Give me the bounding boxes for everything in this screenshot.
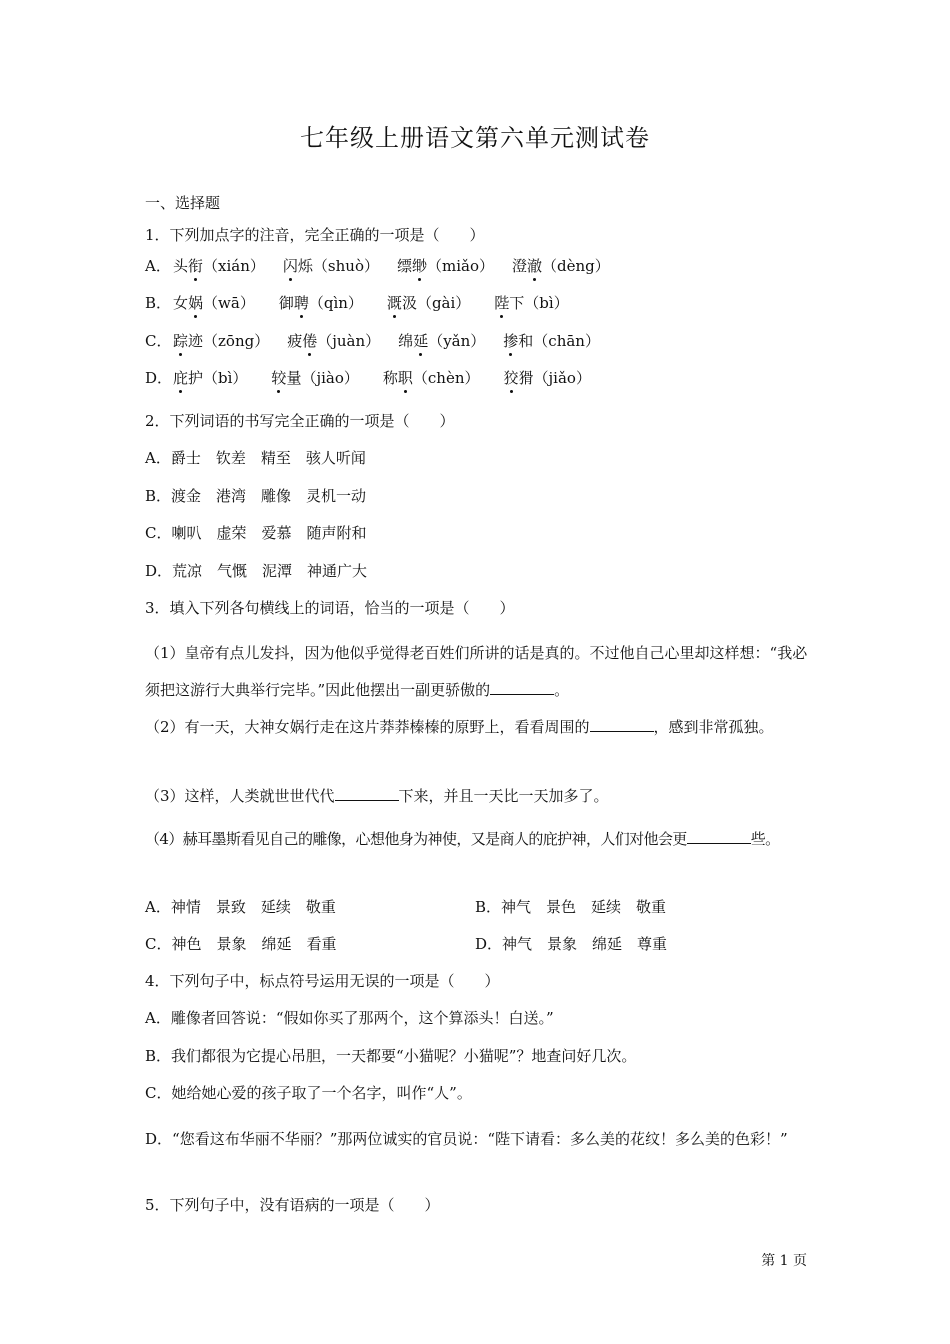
word-prefix: 头 — [173, 257, 189, 275]
word-prefix: 疲 — [287, 332, 303, 350]
dotted-character: 衔 — [188, 257, 204, 275]
sentence-text: （2）有一天，大神女娲行走在这片莽莽榛榛的原野上，看看周围的 — [145, 718, 590, 736]
pinyin-word — [287, 331, 380, 351]
question-1-option-a[interactable] — [145, 256, 810, 276]
word-suffix: 烁（shuò） — [297, 257, 379, 275]
question-3-option-b[interactable]: B．神气 景色 延续 敬重 — [475, 898, 667, 916]
word-suffix: 猾（jiǎo） — [518, 369, 591, 387]
dotted-character: 倦 — [302, 332, 318, 350]
question-3-option-d[interactable]: D．神气 景象 绵延 尊重 — [475, 935, 668, 953]
pinyin-word — [279, 293, 363, 313]
question-5-stem: 5．下列句子中，没有语病的一项是（ ） — [145, 1196, 440, 1214]
word-suffix: 和（chān） — [518, 332, 600, 350]
question-3-option-c[interactable]: C．神色 景象 绵延 看重 — [145, 935, 337, 953]
question-4-stem: 4．下列句子中，标点符号运用无误的一项是（ ） — [145, 972, 500, 990]
word-suffix: 迹（zōng） — [188, 332, 270, 350]
answer-blank[interactable] — [490, 680, 554, 695]
word-suffix: （juàn） — [317, 332, 381, 350]
question-4-option-a[interactable]: A．雕像者回答说：“假如你买了那两个，这个算添头！白送。” — [145, 1009, 554, 1027]
dotted-character: 踪 — [173, 332, 189, 350]
question-1-option-d[interactable] — [145, 368, 810, 388]
answer-blank[interactable] — [687, 829, 751, 844]
word-suffix: （xián） — [203, 257, 265, 275]
question-3-sentence-3 — [145, 786, 810, 806]
word-suffix: （wā） — [203, 294, 255, 312]
word-suffix: （qìn） — [308, 294, 363, 312]
pinyin-word — [383, 368, 480, 388]
dotted-character: 陛 — [494, 294, 510, 312]
dotted-character: 澈 — [527, 257, 543, 275]
question-3-sentence-4 — [145, 821, 810, 858]
word-prefix: 澄 — [512, 257, 528, 275]
pinyin-word — [512, 256, 610, 276]
question-2-option-c[interactable]: C．喇叭 虚荣 爱慕 随声附和 — [145, 524, 367, 542]
dotted-character: 延 — [413, 332, 429, 350]
dotted-character: 聘 — [293, 294, 309, 312]
dotted-character: 缈 — [412, 257, 428, 275]
question-2-option-b[interactable]: B．渡金 港湾 雕像 灵机一动 — [145, 487, 367, 505]
pinyin-word — [173, 331, 269, 351]
sentence-text: 下来，并且一天比一天加多了。 — [398, 787, 609, 805]
word-prefix: 御 — [278, 294, 294, 312]
word-prefix: 称 — [382, 369, 398, 387]
word-suffix: （dèng） — [542, 257, 610, 275]
question-1-option-c[interactable] — [145, 331, 810, 351]
dotted-character: 职 — [397, 369, 413, 387]
page-number: 第 1 页 — [761, 1253, 807, 1269]
dotted-character: 狡 — [503, 369, 519, 387]
word-suffix: （yǎn） — [428, 332, 486, 350]
word-prefix: 女 — [173, 294, 189, 312]
question-3-sentence-1 — [145, 635, 810, 709]
word-suffix: 汲（gài） — [401, 294, 471, 312]
word-suffix: （miǎo） — [427, 257, 495, 275]
word-suffix: （chèn） — [412, 369, 480, 387]
sentence-text: （4）赫耳墨斯看见自己的雕像，心想他身为神使，又是商人的庇护神，人们对他会更 — [145, 830, 687, 848]
question-3-sentence-2 — [145, 709, 810, 746]
question-1-option-b[interactable] — [145, 293, 810, 313]
dotted-character: 闪 — [282, 257, 298, 275]
word-suffix: 下（bì） — [509, 294, 569, 312]
question-4-option-c[interactable]: C．她给她心爱的孩子取了一个名字，叫作“人”。 — [145, 1084, 472, 1102]
sentence-text: 。 — [554, 681, 570, 699]
question-1-stem: 1．下列加点字的注音，完全正确的一项是（ ） — [145, 226, 485, 244]
option-label: B． — [145, 294, 172, 312]
page-title: 七年级上册语文第六单元测试卷 — [300, 124, 650, 152]
pinyin-word — [398, 331, 485, 351]
dotted-character: 溉 — [386, 294, 402, 312]
answer-blank[interactable] — [335, 786, 399, 801]
dotted-character: 较 — [271, 369, 287, 387]
pinyin-word — [387, 293, 470, 313]
sentence-text: 些。 — [750, 830, 780, 848]
question-2-option-d[interactable]: D．荒凉 气慨 泥潭 神通广大 — [145, 562, 368, 580]
question-2-option-a[interactable]: A．爵士 钦差 精至 骇人听闻 — [145, 449, 366, 467]
sentence-text: ，感到非常孤独。 — [653, 718, 774, 736]
question-2-stem: 2．下列词语的书写完全正确的一项是（ ） — [145, 412, 455, 430]
word-prefix: 缥 — [396, 257, 412, 275]
option-label: D． — [145, 369, 173, 387]
answer-blank[interactable] — [590, 717, 654, 732]
pinyin-word — [494, 293, 568, 313]
dotted-character: 娲 — [188, 294, 204, 312]
pinyin-word — [173, 368, 247, 388]
pinyin-word — [283, 256, 379, 276]
sentence-text: （3）这样，人类就世世代代 — [145, 787, 335, 805]
question-3-option-a[interactable]: A．神情 景致 延续 敬重 — [145, 898, 336, 916]
option-label: A． — [145, 257, 171, 275]
pinyin-word — [503, 331, 600, 351]
dotted-character: 掺 — [503, 332, 519, 350]
pinyin-word — [173, 256, 265, 276]
question-3-stem: 3．填入下列各句横线上的词语，恰当的一项是（ ） — [145, 599, 515, 617]
word-suffix: 护（bì） — [188, 369, 248, 387]
dotted-character: 庇 — [173, 369, 189, 387]
sentence-text: （1）皇帝有点儿发抖，因为他似乎觉得老百姓们所讲的话是真的。不过他自己心里却这样想：“我必须把这游行大典举行完毕。”因此他摆出一副更骄傲的 — [145, 644, 808, 699]
option-label: C． — [145, 332, 172, 350]
question-4-option-b[interactable]: B．我们都很为它提心吊胆，一天都要“小猫呢？小猫呢”？地查问好几次。 — [145, 1047, 637, 1065]
pinyin-word — [173, 293, 255, 313]
pinyin-word — [397, 256, 494, 276]
word-prefix: 绵 — [398, 332, 414, 350]
word-suffix: 量（jiào） — [286, 369, 359, 387]
question-4-option-d[interactable]: D．“您看这布华丽不华丽？”那两位诚实的官员说：“陛下请看：多么美的花纹！多么美的色彩！” — [145, 1130, 788, 1148]
pinyin-word — [271, 368, 358, 388]
section-heading: 一、选择题 — [145, 194, 221, 212]
pinyin-word — [504, 368, 591, 388]
